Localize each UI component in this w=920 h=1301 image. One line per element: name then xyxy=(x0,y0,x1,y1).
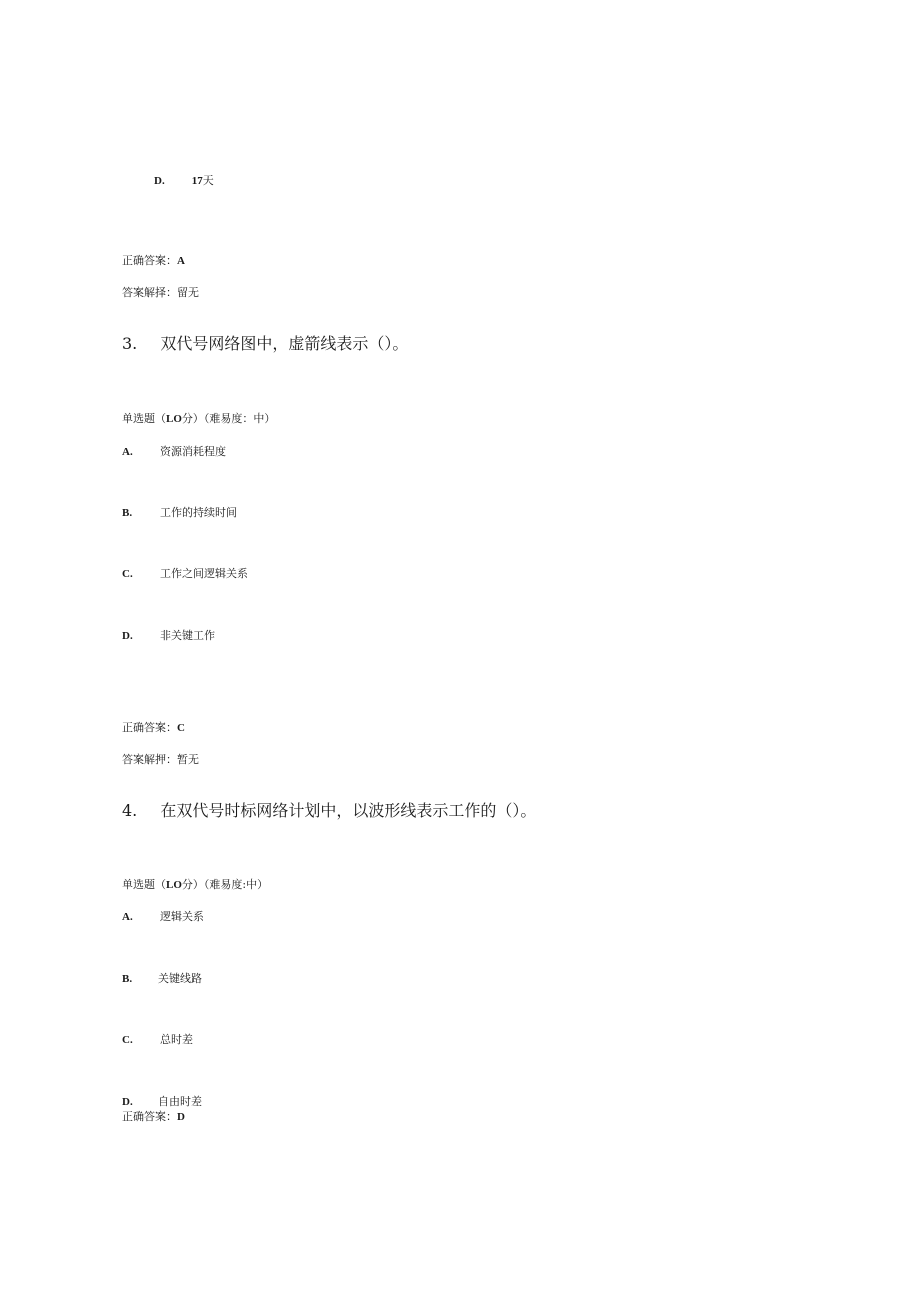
meta-score: LO xyxy=(166,413,182,425)
meta-score: LO xyxy=(166,879,182,891)
explanation-value: 留无 xyxy=(177,286,199,299)
meta-difficulty: 分）（难易度：中） xyxy=(181,412,276,425)
answer-value: A xyxy=(177,255,185,267)
option-letter: D. xyxy=(122,630,133,642)
option-letter: C. xyxy=(122,568,133,580)
question-number: 3. xyxy=(122,334,138,353)
meta-text: 单选题（ xyxy=(122,878,166,891)
q3-option-c xyxy=(122,565,248,581)
option-text: 工作之间逻辑关系 xyxy=(160,567,248,580)
q2-option-d xyxy=(154,169,214,188)
q4-option-c xyxy=(122,1031,193,1047)
q2-explanation xyxy=(122,284,199,300)
option-letter: A. xyxy=(122,911,133,923)
q2-correct-answer xyxy=(122,252,185,268)
option-number: 17 xyxy=(191,175,203,187)
answer-label: 正确答案： xyxy=(122,1110,177,1123)
option-text: 总时差 xyxy=(160,1033,193,1046)
meta-difficulty: 分）（难易度:中） xyxy=(181,878,269,891)
q3-meta xyxy=(122,410,275,426)
option-text: 天 xyxy=(202,174,214,187)
q4-option-b xyxy=(122,970,202,986)
q4-meta xyxy=(122,876,268,892)
option-letter: A. xyxy=(122,446,133,458)
option-text: 非关键工作 xyxy=(160,629,215,642)
question-text: 双代号网络图中，虚箭线表示（）。 xyxy=(160,334,409,353)
q4-correct-answer xyxy=(122,1108,185,1124)
option-text: 自由时差 xyxy=(158,1095,202,1108)
option-text: 工作的持续时间 xyxy=(160,506,237,519)
q4-stem xyxy=(122,798,536,821)
option-letter: B. xyxy=(122,973,133,985)
explanation-value: 暂无 xyxy=(177,753,199,766)
option-text: 逻辑关系 xyxy=(160,910,204,923)
q3-option-a xyxy=(122,443,226,459)
answer-label: 正确答案： xyxy=(122,254,177,267)
q3-correct-answer xyxy=(122,719,185,735)
option-letter: D. xyxy=(122,1096,133,1108)
q3-stem xyxy=(122,331,408,354)
option-text: 资源消耗程度 xyxy=(160,445,226,458)
question-number: 4. xyxy=(122,801,138,820)
explanation-label: 答案解择： xyxy=(122,286,177,299)
explanation-label: 答案解押： xyxy=(122,753,177,766)
q3-option-d xyxy=(122,627,215,643)
option-letter: C. xyxy=(122,1034,133,1046)
option-text: 关键线路 xyxy=(158,972,202,985)
meta-text: 单选题（ xyxy=(122,412,166,425)
q4-option-d xyxy=(122,1093,202,1109)
q3-explanation xyxy=(122,751,199,767)
question-text: 在双代号时标网络计划中，以波形线表示工作的（）。 xyxy=(160,801,537,820)
answer-value: C xyxy=(177,722,185,734)
q4-option-a xyxy=(122,908,204,924)
option-letter: B. xyxy=(122,507,133,519)
answer-value: D xyxy=(177,1111,185,1123)
option-letter: D. xyxy=(154,175,165,187)
q3-option-b xyxy=(122,504,237,520)
answer-label: 正确答案： xyxy=(122,721,177,734)
